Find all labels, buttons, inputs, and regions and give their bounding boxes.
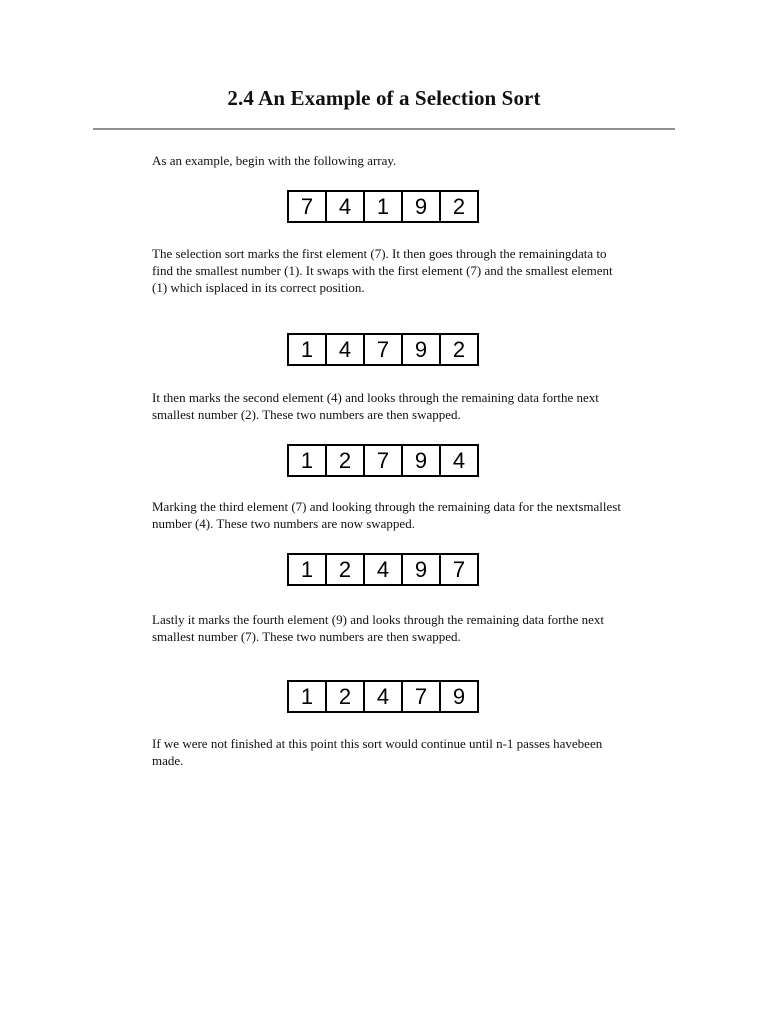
page-title: 2.4 An Example of a Selection Sort (227, 86, 541, 110)
array-cell: 9 (441, 682, 479, 711)
array-cell: 1 (289, 335, 327, 364)
array-cell: 4 (327, 192, 365, 221)
array-after-pass-2 (287, 444, 479, 477)
array-after-pass-3 (287, 553, 479, 586)
pass-two-paragraph: It then marks the second element (4) and looks through the remaining data forthe next smallest number (2). These two numbers are then swapped. (152, 390, 599, 422)
array-cell: 7 (365, 335, 403, 364)
array-after-pass-1 (287, 333, 479, 366)
array-cell: 1 (289, 555, 327, 584)
pass-four-paragraph: Lastly it marks the fourth element (9) and looks through the remaining data forthe next smallest number (7). These two numbers are then swapped. (152, 612, 604, 644)
array-cell: 2 (441, 192, 479, 221)
array-cell: 2 (327, 446, 365, 475)
array-cell: 7 (403, 682, 441, 711)
array-cell: 9 (403, 446, 441, 475)
array-cell: 1 (289, 446, 327, 475)
array-cell: 1 (365, 192, 403, 221)
array-cell: 9 (403, 335, 441, 364)
array-sorted (287, 680, 479, 713)
array-cell: 2 (441, 335, 479, 364)
array-cell: 9 (403, 192, 441, 221)
array-cell: 7 (365, 446, 403, 475)
array-cell: 9 (403, 555, 441, 584)
pass-one-paragraph: The selection sort marks the first element (7). It then goes through the remainingdata to find the smallest number (1). It swaps with the first element (7) and the smallest element (1) which isplaced in its correct position. (152, 246, 613, 295)
array-cell: 2 (327, 682, 365, 711)
array-cell: 2 (327, 555, 365, 584)
pass-three-paragraph: Marking the third element (7) and looking through the remaining data for the nextsmallest number (4). These two numbers are now swapped. (152, 499, 621, 531)
array-cell: 4 (365, 555, 403, 584)
intro-paragraph: As an example, begin with the following array. (152, 153, 397, 168)
array-initial (287, 190, 479, 223)
array-cell: 7 (289, 192, 327, 221)
conclusion-paragraph: If we were not finished at this point this sort would continue until n-1 passes havebeen made. (152, 736, 603, 768)
array-cell: 1 (289, 682, 327, 711)
array-cell: 4 (365, 682, 403, 711)
title-divider (93, 128, 675, 130)
array-cell: 7 (441, 555, 479, 584)
array-cell: 4 (441, 446, 479, 475)
array-cell: 4 (327, 335, 365, 364)
